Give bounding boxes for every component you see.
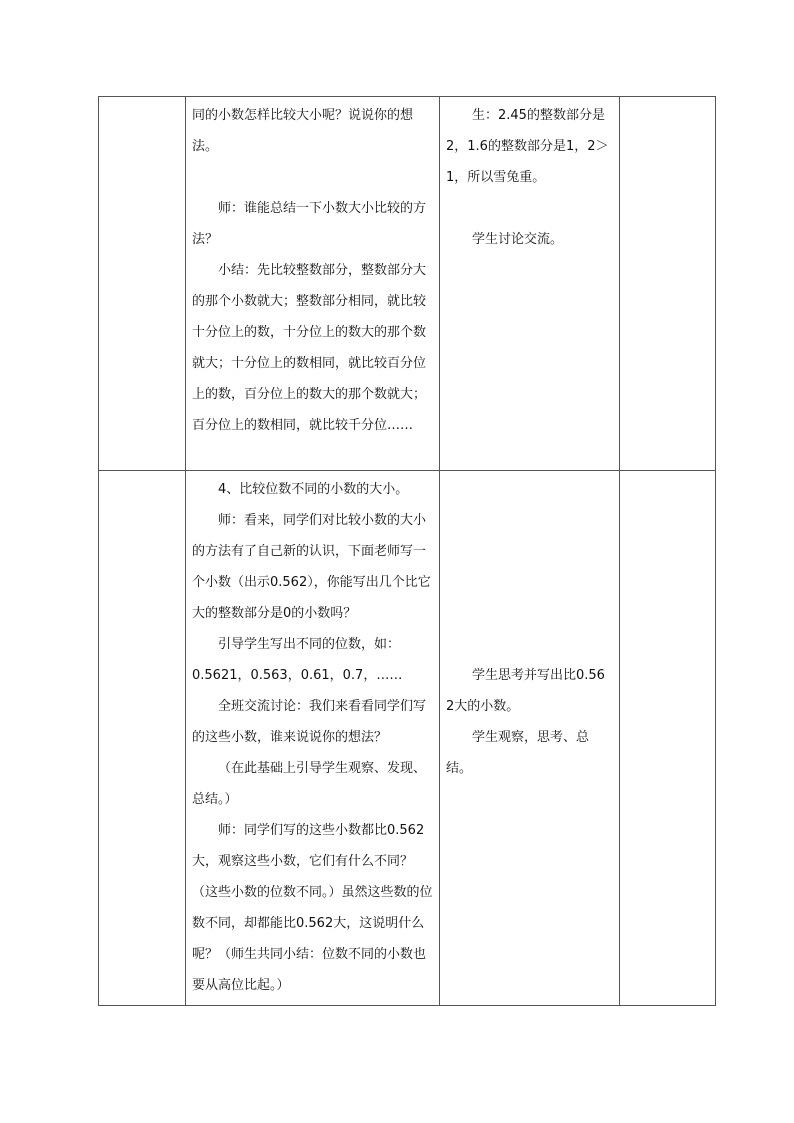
content-line: 师：谁能总结一下小数大小比较的方法？ xyxy=(192,201,427,247)
teaching-content-cell xyxy=(186,97,440,471)
content-line: 师：看来，同学们对比较小数的大小的方法有了自己新的认识，下面老师写一个小数（出示0.562），你能写出几个比它大的整数部分是0的小数吗？ xyxy=(192,513,431,621)
content-line: 小结：先比较整数部分，整数部分大的那个小数就大；整数部分相同，就比较十分位上的数，十分位上的数大的那个数就大；十分位上的数相同，就比较百分位上的数，百分位上的数大的那个数就大；百分位上的数相同，就比较千分位…… xyxy=(192,263,427,433)
content-line: 同的小数怎样比较大小呢？说说你的想法。 xyxy=(192,108,414,154)
student-line: 学生思考并写出比0.562大的小数。 xyxy=(446,668,605,714)
content-line: 师：同学们写的这些小数都比0.562大，观察这些小数，它们有什么不同？（这些小数的位数不同。）虽然这些数的位数不同，却都能比0.562大，这说明什么呢？（师生共同小结：位数不同的小数也要从高位比起。） xyxy=(192,823,433,993)
content-line: （在此基础上引导学生观察、发现、总结。） xyxy=(192,761,427,807)
notes-cell xyxy=(620,97,716,471)
table-row xyxy=(99,471,716,1006)
stage-cell xyxy=(99,471,186,1006)
notes-cell xyxy=(620,471,716,1006)
content-line: 4、比较位数不同的小数的大小。 xyxy=(218,482,409,497)
teaching-content-cell xyxy=(186,471,440,1006)
content-line: 0.5621，0.563，0.61，0.7，…… xyxy=(192,668,403,683)
stage-cell xyxy=(99,97,186,471)
student-activity-cell xyxy=(440,97,620,471)
table-row xyxy=(99,97,716,471)
student-activity-cell xyxy=(440,471,620,1006)
student-line: 学生讨论交流。 xyxy=(472,232,564,247)
student-line: 生：2.45的整数部分是2，1.6的整数部分是1，2＞1，所以雪兔重。 xyxy=(446,108,609,185)
student-line: 学生观察，思考、总结。 xyxy=(446,730,590,776)
content-line: 全班交流讨论：我们来看看同学们写的这些小数，谁来说说你的想法？ xyxy=(192,699,427,745)
lesson-plan-table xyxy=(98,96,716,1006)
content-line: 引导学生写出不同的位数，如： xyxy=(218,637,401,652)
